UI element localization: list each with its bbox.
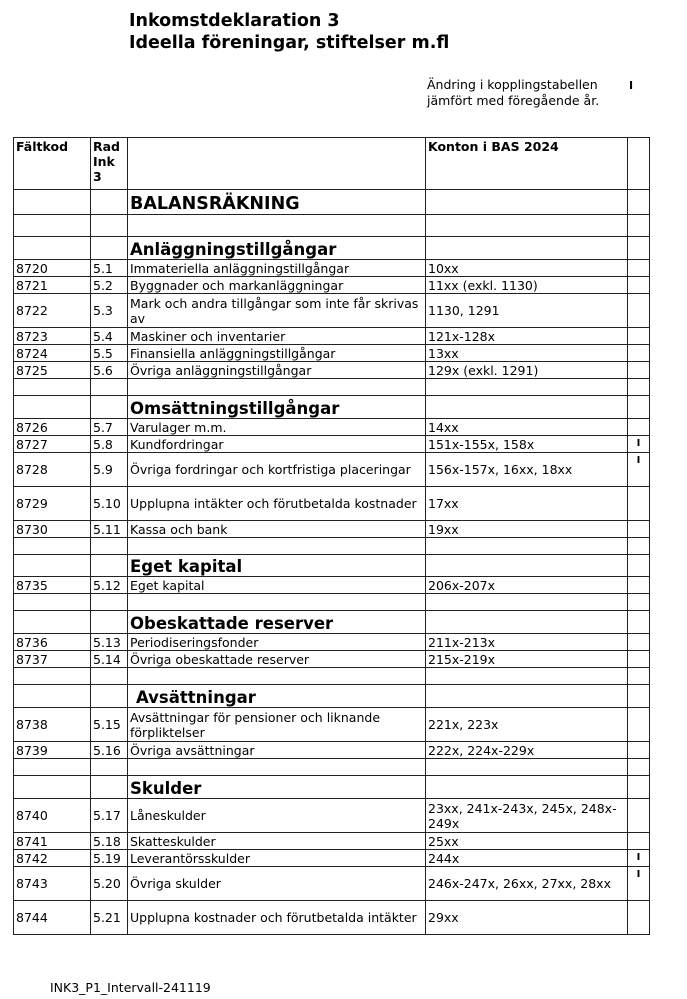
- description-cell: Periodiseringsfonder: [128, 634, 426, 651]
- table-row: [14, 634, 650, 651]
- konton-cell: 221x, 223x: [426, 708, 628, 742]
- description-cell: Kundfordringar: [128, 436, 426, 453]
- description-cell: Övriga anläggningstillgångar: [128, 362, 426, 379]
- table-row: [14, 294, 650, 328]
- change-mark: I: [628, 436, 650, 453]
- description-cell: Kassa och bank: [128, 521, 426, 538]
- change-mark: [628, 362, 650, 379]
- section-heading: Omsättningstillgångar: [128, 396, 426, 419]
- table-row: [14, 277, 650, 294]
- faltkod-cell: 8723: [14, 328, 91, 345]
- table-row: [14, 651, 650, 668]
- faltkod-cell: 8722: [14, 294, 91, 328]
- table-row: [14, 362, 650, 379]
- rad-cell: 5.14: [91, 651, 128, 668]
- change-marker-legend: I: [629, 79, 634, 92]
- rad-cell: 5.5: [91, 345, 128, 362]
- change-mark: [628, 521, 650, 538]
- title-line-2: Ideella föreningar, stiftelser m.fl: [129, 33, 450, 53]
- table-row: [14, 345, 650, 362]
- faltkod-cell: 8740: [14, 799, 91, 833]
- section-row: [14, 555, 650, 577]
- header-row: [14, 138, 650, 190]
- description-cell: Avsättningar för pensioner och liknande förpliktelser: [128, 708, 426, 742]
- spacer-row: [14, 668, 650, 685]
- description-cell: Övriga avsättningar: [128, 742, 426, 759]
- faltkod-cell: 8730: [14, 521, 91, 538]
- konton-cell: 14xx: [426, 419, 628, 436]
- change-mark: [628, 833, 650, 850]
- spacer-row: [14, 594, 650, 611]
- description-cell: Byggnader och markanläggningar: [128, 277, 426, 294]
- spacer-row: [14, 759, 650, 776]
- table-row: [14, 742, 650, 759]
- change-mark: [628, 577, 650, 594]
- rad-cell: 5.17: [91, 799, 128, 833]
- rad-cell: 5.6: [91, 362, 128, 379]
- konton-cell: 121x-128x: [426, 328, 628, 345]
- rad-cell: 5.4: [91, 328, 128, 345]
- section-heading: Avsättningar: [128, 685, 426, 708]
- rad-cell: 5.13: [91, 634, 128, 651]
- change-mark: [628, 799, 650, 833]
- konton-cell: 151x-155x, 158x: [426, 436, 628, 453]
- col-header-konton: Konton i BAS 2024: [426, 138, 628, 190]
- rad-cell: 5.1: [91, 260, 128, 277]
- faltkod-cell: 8738: [14, 708, 91, 742]
- note-line-2: jämfört med föregående år.: [427, 93, 600, 108]
- description-cell: Eget kapital: [128, 577, 426, 594]
- document-title: [129, 10, 449, 54]
- note-line-1: Ändring i kopplingstabellen: [427, 77, 598, 92]
- spacer-row: [14, 379, 650, 396]
- table-row: [14, 850, 650, 867]
- section-heading: Anläggningstillgångar: [128, 237, 426, 260]
- konton-cell: 10xx: [426, 260, 628, 277]
- faltkod-cell: 8726: [14, 419, 91, 436]
- faltkod-cell: 8728: [14, 453, 91, 487]
- faltkod-cell: 8721: [14, 277, 91, 294]
- konton-cell: 129x (exkl. 1291): [426, 362, 628, 379]
- change-mark: [628, 328, 650, 345]
- faltkod-cell: 8744: [14, 901, 91, 935]
- table-row: [14, 833, 650, 850]
- section-row: [14, 396, 650, 419]
- change-mark: I: [628, 453, 650, 487]
- table-row: [14, 453, 650, 487]
- faltkod-cell: 8720: [14, 260, 91, 277]
- change-mark: I: [628, 867, 650, 901]
- table-row: [14, 577, 650, 594]
- col-header-rad: Rad Ink 3: [91, 138, 128, 190]
- change-mark: [628, 487, 650, 521]
- table-row: [14, 867, 650, 901]
- table-row: [14, 260, 650, 277]
- col-header-faltkod: Fältkod: [14, 138, 91, 190]
- description-cell: Maskiner och inventarier: [128, 328, 426, 345]
- faltkod-cell: 8736: [14, 634, 91, 651]
- konton-cell: 244x: [426, 850, 628, 867]
- rad-cell: 5.10: [91, 487, 128, 521]
- faltkod-cell: 8725: [14, 362, 91, 379]
- table-row: [14, 487, 650, 521]
- konton-cell: 211x-213x: [426, 634, 628, 651]
- description-cell: Övriga obeskattade reserver: [128, 651, 426, 668]
- description-cell: Upplupna intäkter och förutbetalda kostnader: [128, 487, 426, 521]
- section-row: [14, 190, 650, 215]
- faltkod-cell: 8729: [14, 487, 91, 521]
- faltkod-cell: 8739: [14, 742, 91, 759]
- rad-cell: 5.15: [91, 708, 128, 742]
- section-row: [14, 776, 650, 799]
- description-cell: Övriga fordringar och kortfristiga placeringar: [128, 453, 426, 487]
- change-mark: I: [628, 850, 650, 867]
- description-cell: Mark och andra tillgångar som inte får skrivas av: [128, 294, 426, 328]
- change-mark: [628, 345, 650, 362]
- konton-cell: 19xx: [426, 521, 628, 538]
- spacer-row: [14, 215, 650, 237]
- faltkod-cell: 8741: [14, 833, 91, 850]
- rad-cell: 5.18: [91, 833, 128, 850]
- table-row: [14, 901, 650, 935]
- rad-cell: 5.3: [91, 294, 128, 328]
- section-row: [14, 611, 650, 634]
- description-cell: Leverantörsskulder: [128, 850, 426, 867]
- konton-cell: 246x-247x, 26xx, 27xx, 28xx: [426, 867, 628, 901]
- faltkod-cell: 8737: [14, 651, 91, 668]
- faltkod-cell: 8743: [14, 867, 91, 901]
- rad-cell: 5.8: [91, 436, 128, 453]
- balansrakning-heading: BALANSRÄKNING: [128, 190, 426, 215]
- rad-cell: 5.9: [91, 453, 128, 487]
- description-cell: Finansiella anläggningstillgångar: [128, 345, 426, 362]
- rad-cell: 5.21: [91, 901, 128, 935]
- konton-cell: 13xx: [426, 345, 628, 362]
- change-mark: [628, 651, 650, 668]
- document-footer: INK3_P1_Intervall-241119: [50, 980, 211, 995]
- table-row: [14, 521, 650, 538]
- faltkod-cell: 8724: [14, 345, 91, 362]
- rad-cell: 5.20: [91, 867, 128, 901]
- change-mark: [628, 708, 650, 742]
- section-heading: Eget kapital: [128, 555, 426, 577]
- rad-cell: 5.2: [91, 277, 128, 294]
- table-row: [14, 708, 650, 742]
- table-row: [14, 328, 650, 345]
- section-heading: Obeskattade reserver: [128, 611, 426, 634]
- description-cell: Låneskulder: [128, 799, 426, 833]
- konton-cell: 222x, 224x-229x: [426, 742, 628, 759]
- change-mark: [628, 634, 650, 651]
- konton-cell: 11xx (exkl. 1130): [426, 277, 628, 294]
- konton-cell: 206x-207x: [426, 577, 628, 594]
- konton-cell: 1130, 1291: [426, 294, 628, 328]
- table-row: [14, 436, 650, 453]
- table-row: [14, 419, 650, 436]
- faltkod-cell: 8735: [14, 577, 91, 594]
- change-note: [427, 77, 599, 109]
- section-row: [14, 685, 650, 708]
- rad-cell: 5.16: [91, 742, 128, 759]
- konton-cell: 23xx, 241x-243x, 245x, 248x-249x: [426, 799, 628, 833]
- change-mark: [628, 419, 650, 436]
- change-mark: [628, 294, 650, 328]
- mapping-table: [13, 137, 650, 935]
- description-cell: Övriga skulder: [128, 867, 426, 901]
- konton-cell: 17xx: [426, 487, 628, 521]
- rad-cell: 5.12: [91, 577, 128, 594]
- rad-cell: 5.11: [91, 521, 128, 538]
- title-line-1: Inkomstdeklaration 3: [129, 11, 340, 31]
- konton-cell: 25xx: [426, 833, 628, 850]
- change-mark: [628, 901, 650, 935]
- change-mark: [628, 742, 650, 759]
- change-mark: [628, 260, 650, 277]
- konton-cell: 215x-219x: [426, 651, 628, 668]
- faltkod-cell: 8742: [14, 850, 91, 867]
- rad-cell: 5.7: [91, 419, 128, 436]
- description-cell: Upplupna kostnader och förutbetalda intäkter: [128, 901, 426, 935]
- konton-cell: 156x-157x, 16xx, 18xx: [426, 453, 628, 487]
- section-heading: Skulder: [128, 776, 426, 799]
- faltkod-cell: 8727: [14, 436, 91, 453]
- section-row: [14, 237, 650, 260]
- spacer-row: [14, 538, 650, 555]
- change-mark: [628, 277, 650, 294]
- description-cell: Varulager m.m.: [128, 419, 426, 436]
- description-cell: Immateriella anläggningstillgångar: [128, 260, 426, 277]
- table-row: [14, 799, 650, 833]
- rad-cell: 5.19: [91, 850, 128, 867]
- konton-cell: 29xx: [426, 901, 628, 935]
- description-cell: Skatteskulder: [128, 833, 426, 850]
